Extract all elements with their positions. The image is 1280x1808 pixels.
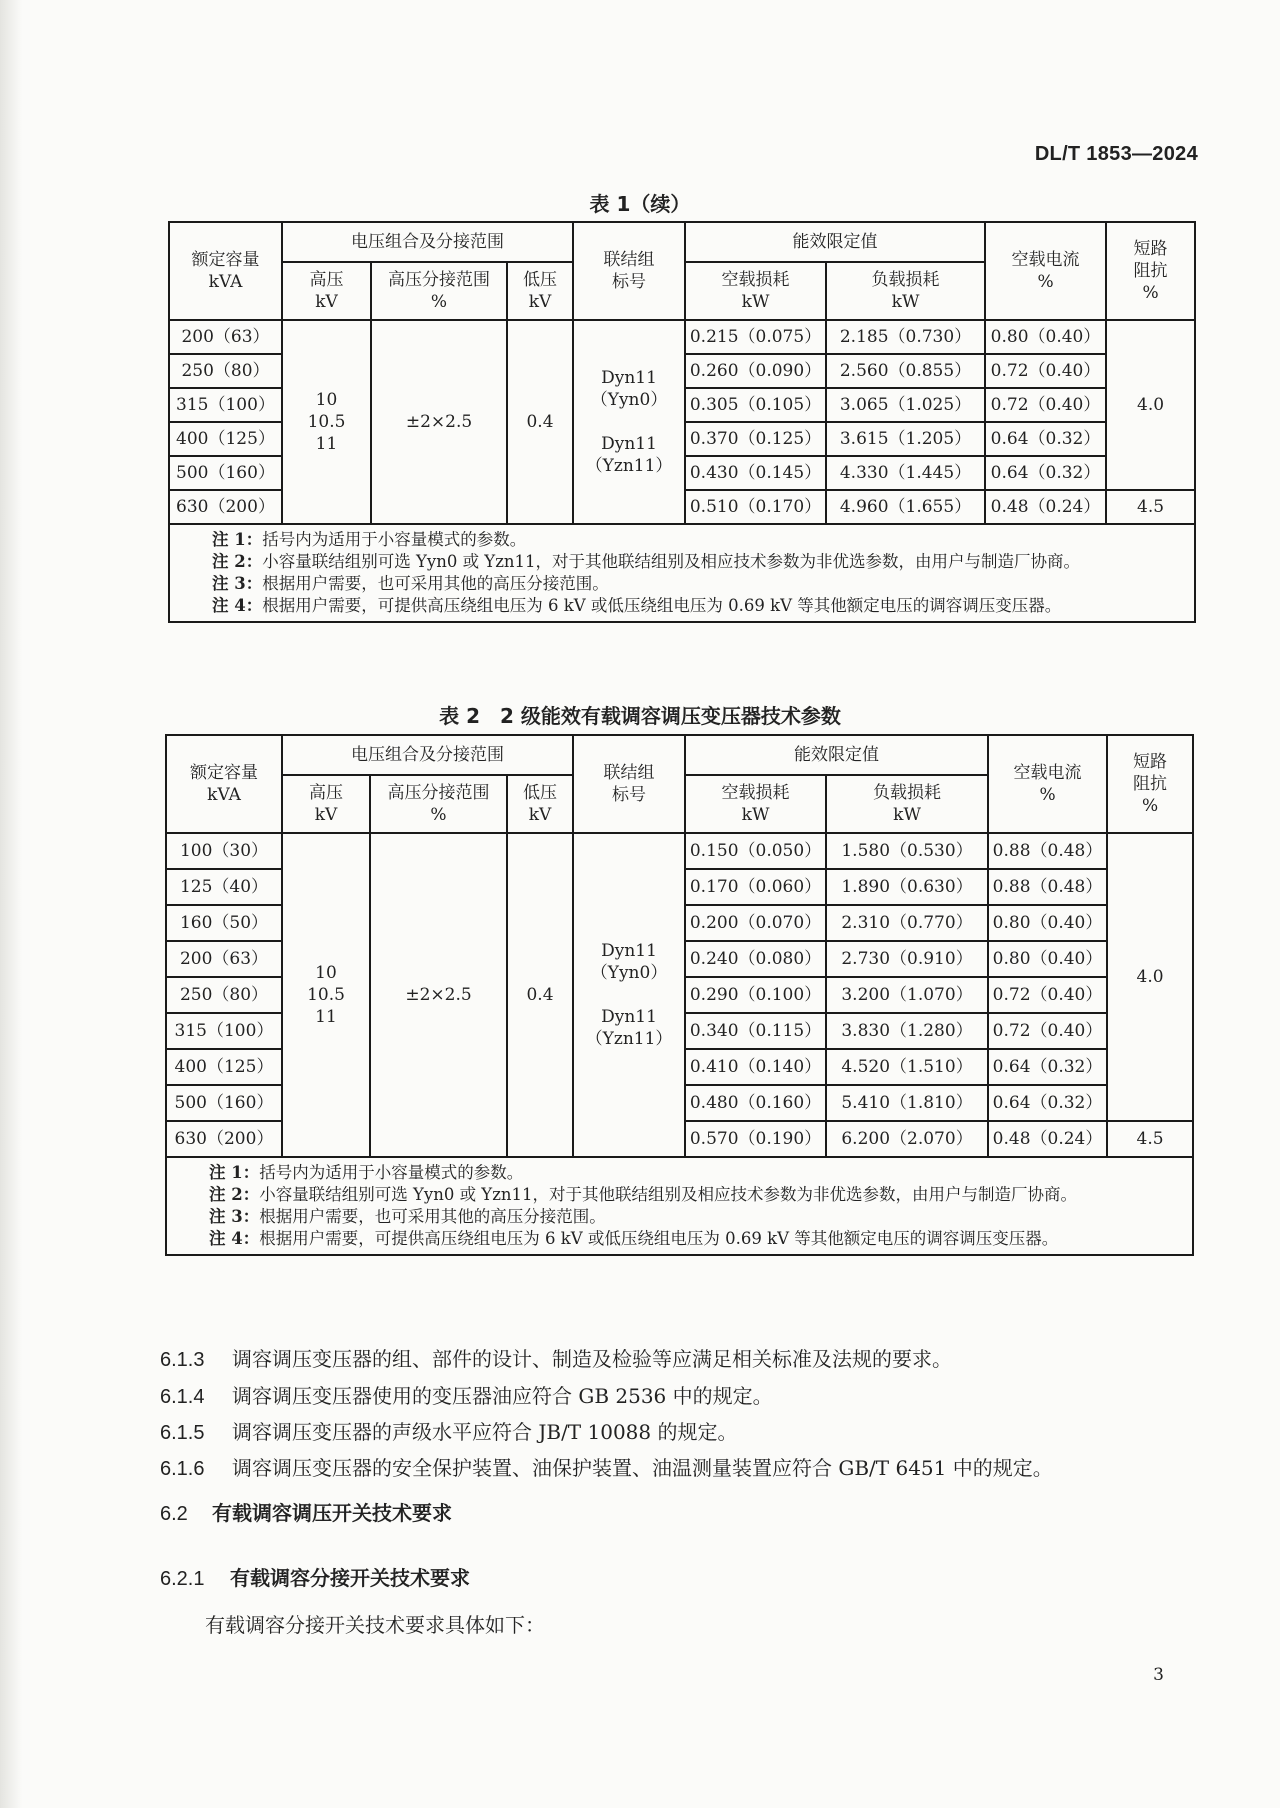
cell-lv-merged: 0.4 bbox=[507, 833, 573, 1157]
table2-caption: 表 2 2 级能效有载调容调压变压器技术参数 bbox=[439, 704, 841, 728]
cell-capacity: 200（63） bbox=[166, 941, 282, 977]
cell-no-load-current: 0.72（0.40） bbox=[985, 354, 1106, 388]
header-hv-tap: 高压分接范围 % bbox=[370, 775, 507, 833]
cell-capacity: 500（160） bbox=[166, 1085, 282, 1121]
table1-note-1: 注 1：括号内为适用于小容量模式的参数。 bbox=[212, 530, 527, 549]
cell-impedance-merged: 4.0 bbox=[1106, 320, 1195, 490]
header-lv: 低压 kV bbox=[507, 262, 573, 320]
cell-no-load-current: 0.72（0.40） bbox=[985, 388, 1106, 422]
clause-6-1-4: 6.1.4 调容调压变压器使用的变压器油应符合 GB 2536 中的规定。 bbox=[160, 1384, 773, 1408]
cell-no-load-current: 0.72（0.40） bbox=[988, 1013, 1107, 1049]
cell-connection-merged: Dyn11 （Yyn0） Dyn11 （Yzn11） bbox=[573, 320, 685, 524]
header-voltage-group: 电压组合及分接范围 bbox=[282, 735, 573, 775]
cell-no-load-current: 0.88（0.48） bbox=[988, 869, 1107, 905]
header-load-loss: 负载损耗 kW bbox=[826, 262, 985, 320]
header-impedance: 短路 阻抗 % bbox=[1106, 222, 1195, 320]
page-edge-shadow bbox=[0, 0, 22, 1808]
table1-notes bbox=[169, 524, 1195, 622]
cell-load-loss: 3.615（1.205） bbox=[826, 422, 985, 456]
cell-no-load-current: 0.88（0.48） bbox=[988, 833, 1107, 869]
document-code: DL/T 1853—2024 bbox=[1034, 143, 1198, 165]
cell-capacity: 200（63） bbox=[169, 320, 282, 354]
table2-notes bbox=[166, 1157, 1193, 1255]
cell-hv-tap-merged: ±2×2.5 bbox=[371, 320, 507, 524]
cell-capacity: 160（50） bbox=[166, 905, 282, 941]
cell-load-loss: 2.730（0.910） bbox=[826, 941, 988, 977]
cell-load-loss: 1.580（0.530） bbox=[826, 833, 988, 869]
header-voltage-group: 电压组合及分接范围 bbox=[282, 222, 573, 262]
header-connection: 联结组 标号 bbox=[573, 222, 685, 320]
cell-capacity: 125（40） bbox=[166, 869, 282, 905]
cell-no-load-current: 0.80（0.40） bbox=[988, 905, 1107, 941]
header-capacity: 额定容量 kVA bbox=[169, 222, 282, 320]
cell-no-load-loss: 0.240（0.080） bbox=[685, 941, 826, 977]
header-hv-tap: 高压分接范围 % bbox=[371, 262, 507, 320]
cell-capacity: 630（200） bbox=[166, 1121, 282, 1157]
table1-note-3: 注 3：根据用户需要，也可采用其他的高压分接范围。 bbox=[212, 574, 609, 593]
cell-load-loss: 2.560（0.855） bbox=[826, 354, 985, 388]
cell-load-loss: 3.065（1.025） bbox=[826, 388, 985, 422]
cell-no-load-loss: 0.510（0.170） bbox=[685, 490, 826, 524]
cell-no-load-loss: 0.410（0.140） bbox=[685, 1049, 826, 1085]
cell-capacity: 630（200） bbox=[169, 490, 282, 524]
section-6-2-heading: 6.2 有载调容调压开关技术要求 bbox=[160, 1501, 452, 1525]
cell-no-load-loss: 0.290（0.100） bbox=[685, 977, 826, 1013]
table1-note-4: 注 4：根据用户需要，可提供高压绕组电压为 6 kV 或低压绕组电压为 0.69 kV 等其他额定电压的调容调压变压器。 bbox=[212, 596, 1062, 615]
cell-capacity: 315（100） bbox=[166, 1013, 282, 1049]
cell-no-load-current: 0.48（0.24） bbox=[985, 490, 1106, 524]
cell-capacity: 400（125） bbox=[169, 422, 282, 456]
cell-capacity: 500（160） bbox=[169, 456, 282, 490]
table-row bbox=[169, 320, 1195, 354]
cell-no-load-loss: 0.430（0.145） bbox=[685, 456, 826, 490]
cell-no-load-loss: 0.340（0.115） bbox=[685, 1013, 826, 1049]
page-number: 3 bbox=[1153, 1665, 1164, 1685]
cell-no-load-loss: 0.305（0.105） bbox=[685, 388, 826, 422]
clause-6-1-3: 6.1.3 调容调压变压器的组、部件的设计、制造及检验等应满足相关标准及法规的要求。 bbox=[160, 1347, 952, 1371]
table-row bbox=[166, 833, 1193, 869]
cell-no-load-current: 0.64（0.32） bbox=[988, 1049, 1107, 1085]
cell-connection-merged: Dyn11 （Yyn0） Dyn11 （Yzn11） bbox=[573, 833, 685, 1157]
cell-load-loss: 1.890（0.630） bbox=[826, 869, 988, 905]
table2-note-4: 注 4：根据用户需要，可提供高压绕组电压为 6 kV 或低压绕组电压为 0.69 kV 等其他额定电压的调容调压变压器。 bbox=[209, 1229, 1059, 1248]
header-no-load-current: 空载电流 % bbox=[988, 735, 1107, 833]
cell-load-loss: 4.330（1.445） bbox=[826, 456, 985, 490]
table2-note-3: 注 3：根据用户需要，也可采用其他的高压分接范围。 bbox=[209, 1207, 606, 1226]
header-no-load-loss: 空载损耗 kW bbox=[685, 775, 826, 833]
cell-capacity: 100（30） bbox=[166, 833, 282, 869]
cell-capacity: 315（100） bbox=[169, 388, 282, 422]
header-lv: 低压 kV bbox=[507, 775, 573, 833]
table1 bbox=[168, 221, 1196, 623]
header-load-loss: 负载损耗 kW bbox=[826, 775, 988, 833]
cell-no-load-current: 0.72（0.40） bbox=[988, 977, 1107, 1013]
cell-no-load-loss: 0.150（0.050） bbox=[685, 833, 826, 869]
table2 bbox=[165, 734, 1194, 1256]
table1-caption: 表 1（续） bbox=[589, 192, 691, 216]
header-connection: 联结组 标号 bbox=[573, 735, 685, 833]
header-hv: 高压 kV bbox=[282, 262, 371, 320]
cell-no-load-current: 0.64（0.32） bbox=[985, 422, 1106, 456]
cell-hv-merged: 10 10.5 11 bbox=[282, 320, 371, 524]
cell-no-load-current: 0.64（0.32） bbox=[988, 1085, 1107, 1121]
table2-note-2: 注 2：小容量联结组别可选 Yyn0 或 Yzn11，对于其他联结组别及相应技术参数为非优选参数，由用户与制造厂协商。 bbox=[209, 1185, 1078, 1204]
cell-impedance-merged: 4.0 bbox=[1107, 833, 1193, 1121]
cell-no-load-loss: 0.200（0.070） bbox=[685, 905, 826, 941]
cell-lv-merged: 0.4 bbox=[507, 320, 573, 524]
cell-impedance-last: 4.5 bbox=[1106, 490, 1195, 524]
header-no-load-current: 空载电流 % bbox=[985, 222, 1106, 320]
cell-impedance-last: 4.5 bbox=[1107, 1121, 1193, 1157]
header-efficiency: 能效限定值 bbox=[685, 222, 985, 262]
clause-6-1-6: 6.1.6 调容调压变压器的安全保护装置、油保护装置、油温测量装置应符合 GB/T 6451 中的规定。 bbox=[160, 1456, 1053, 1480]
cell-hv-tap-merged: ±2×2.5 bbox=[370, 833, 507, 1157]
paragraph-intro: 有载调容分接开关技术要求具体如下： bbox=[205, 1613, 545, 1637]
cell-no-load-current: 0.64（0.32） bbox=[985, 456, 1106, 490]
header-capacity: 额定容量 kVA bbox=[166, 735, 282, 833]
section-6-2-1-heading: 6.2.1 有载调容分接开关技术要求 bbox=[160, 1566, 470, 1590]
header-efficiency: 能效限定值 bbox=[685, 735, 988, 775]
cell-no-load-current: 0.48（0.24） bbox=[988, 1121, 1107, 1157]
cell-capacity: 250（80） bbox=[166, 977, 282, 1013]
cell-no-load-current: 0.80（0.40） bbox=[988, 941, 1107, 977]
cell-load-loss: 3.200（1.070） bbox=[826, 977, 988, 1013]
cell-load-loss: 2.185（0.730） bbox=[826, 320, 985, 354]
cell-load-loss: 4.960（1.655） bbox=[826, 490, 985, 524]
table1-note-2: 注 2：小容量联结组别可选 Yyn0 或 Yzn11，对于其他联结组别及相应技术参数为非优选参数，由用户与制造厂协商。 bbox=[212, 552, 1081, 571]
cell-load-loss: 4.520（1.510） bbox=[826, 1049, 988, 1085]
cell-capacity: 400（125） bbox=[166, 1049, 282, 1085]
cell-load-loss: 5.410（1.810） bbox=[826, 1085, 988, 1121]
cell-no-load-loss: 0.170（0.060） bbox=[685, 869, 826, 905]
cell-no-load-loss: 0.260（0.090） bbox=[685, 354, 826, 388]
cell-no-load-loss: 0.570（0.190） bbox=[685, 1121, 826, 1157]
cell-no-load-current: 0.80（0.40） bbox=[985, 320, 1106, 354]
cell-load-loss: 2.310（0.770） bbox=[826, 905, 988, 941]
cell-no-load-loss: 0.480（0.160） bbox=[685, 1085, 826, 1121]
header-hv: 高压 kV bbox=[282, 775, 370, 833]
cell-capacity: 250（80） bbox=[169, 354, 282, 388]
header-impedance: 短路 阻抗 % bbox=[1107, 735, 1193, 833]
cell-hv-merged: 10 10.5 11 bbox=[282, 833, 370, 1157]
cell-load-loss: 6.200（2.070） bbox=[826, 1121, 988, 1157]
cell-load-loss: 3.830（1.280） bbox=[826, 1013, 988, 1049]
header-no-load-loss: 空载损耗 kW bbox=[685, 262, 826, 320]
cell-no-load-loss: 0.370（0.125） bbox=[685, 422, 826, 456]
cell-no-load-loss: 0.215（0.075） bbox=[685, 320, 826, 354]
clause-6-1-5: 6.1.5 调容调压变压器的声级水平应符合 JB/T 10088 的规定。 bbox=[160, 1420, 738, 1444]
table2-note-1: 注 1：括号内为适用于小容量模式的参数。 bbox=[209, 1163, 524, 1182]
